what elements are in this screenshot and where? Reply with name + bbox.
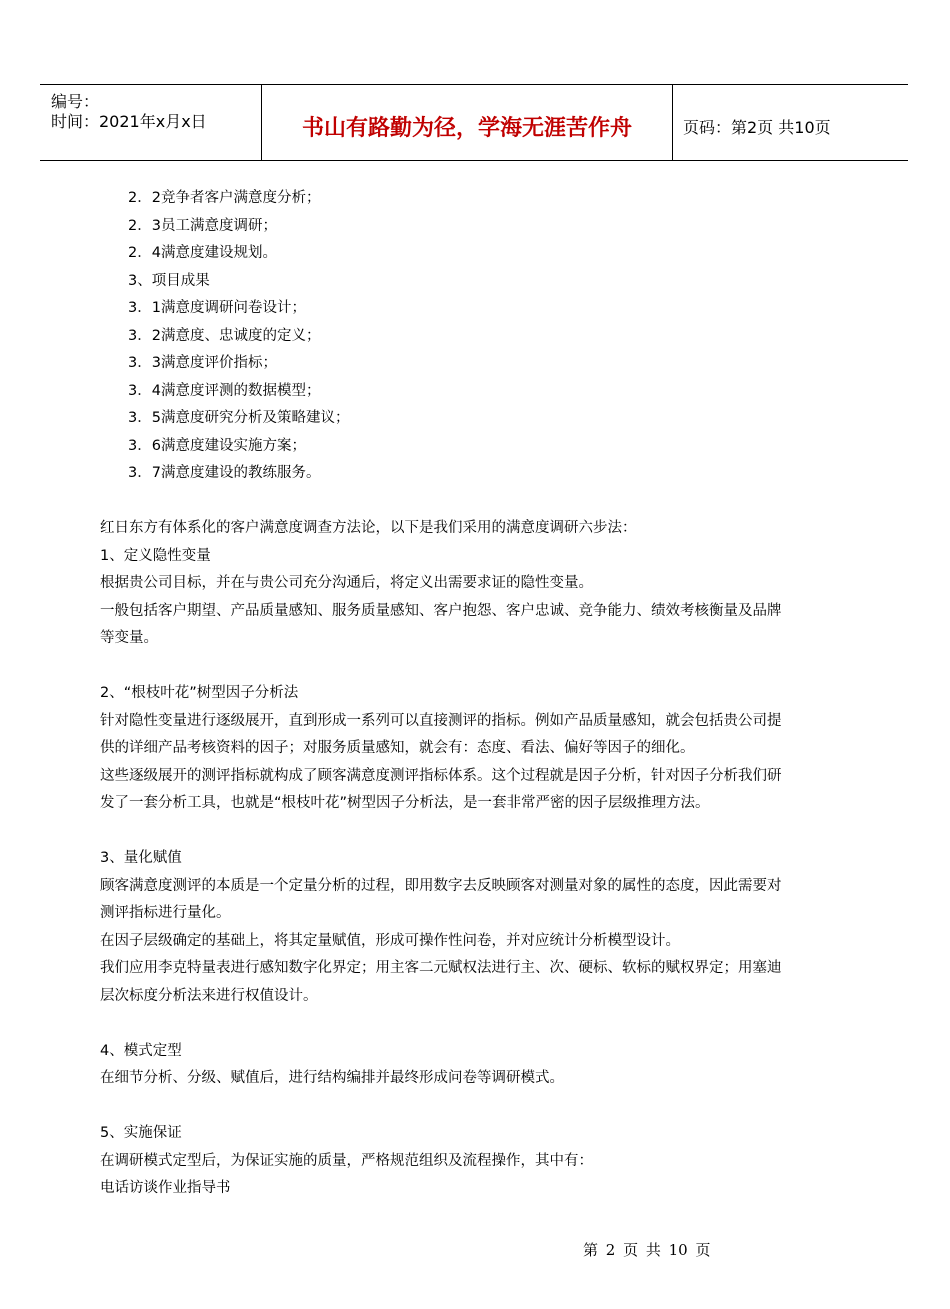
section-heading: 5、实施保证	[100, 1125, 182, 1141]
section-heading: 1、定义隐性变量	[100, 547, 211, 564]
paragraph-line: 根据贵公司目标，并在与贵公司充分沟通后，将定义出需要求证的隐性变量。	[100, 575, 593, 591]
list-item: 2．4满意度建设规划。	[128, 245, 277, 261]
document-body	[100, 185, 860, 1203]
paragraph-line: 在调研模式定型后，为保证实施的质量，严格规范组织及流程操作，其中有：	[100, 1152, 593, 1169]
header-motto: 书山有路勤为径，学海无涯苦作舟	[301, 116, 632, 141]
page-footer-number: 第 2 页 共 10 页	[583, 1241, 711, 1259]
header-info-cell	[40, 85, 262, 160]
paragraph-line: 发了一套分析工具，也就是“根枝叶花”树型因子分析法，是一套非常严密的因子层级推理方法。	[100, 795, 710, 811]
paragraph-line: 测评指标进行量化。	[100, 905, 231, 921]
list-item: 3．7满意度建设的教练服务。	[128, 465, 321, 481]
paragraph-line: 针对隐性变量进行逐级展开，直到形成一系列可以直接测评的指标。例如产品质量感知，就会包括贵公司提	[100, 712, 782, 729]
page-header	[40, 84, 908, 161]
paragraph-line: 这些逐级展开的测评指标就构成了顾客满意度测评指标体系。这个过程就是因子分析，针对因子分析我们研	[100, 767, 782, 784]
paragraph-line: 在细节分析、分级、赋值后，进行结构编排并最终形成问卷等调研模式。	[100, 1070, 564, 1086]
spacer	[100, 653, 860, 681]
paragraph-line: 电话访谈作业指导书	[100, 1180, 231, 1196]
list-item: 3．5满意度研究分析及策略建议；	[128, 410, 350, 426]
list-item: 2．3员工满意度调研；	[128, 217, 277, 234]
header-page-info: 页码：第2页 共10页	[683, 118, 831, 137]
paragraph-line: 在因子层级确定的基础上，将其定量赋值，形成可操作性问卷，并对应统计分析模型设计。	[100, 932, 680, 949]
section-heading: 2、“根枝叶花”树型因子分析法	[100, 685, 299, 701]
serial-number-label: 编号：	[51, 92, 100, 111]
header-motto-cell	[262, 85, 673, 160]
intro-paragraph: 红日东方有体系化的客户满意度调查方法论，以下是我们采用的满意度调研六步法：	[100, 520, 637, 536]
spacer	[100, 818, 860, 846]
date-label: 时间：2021年x月x日	[51, 112, 207, 131]
paragraph-line: 等变量。	[100, 630, 158, 646]
section-heading: 4、模式定型	[100, 1042, 182, 1059]
list-item: 2．2竞争者客户满意度分析；	[128, 190, 321, 206]
paragraph-line: 层次标度分析法来进行权值设计。	[100, 987, 318, 1004]
paragraph-line: 一般包括客户期望、产品质量感知、服务质量感知、客户抱怨、客户忠诚、竞争能力、绩效考核衡量及品牌	[100, 602, 782, 619]
paragraph-line: 供的详细产品考核资料的因子；对服务质量感知，就会有：态度、看法、偏好等因子的细化。	[100, 740, 695, 756]
section-heading: 3、量化赋值	[100, 850, 182, 866]
spacer	[100, 488, 860, 516]
paragraph-line: 顾客满意度测评的本质是一个定量分析的过程，即用数字去反映顾客对测量对象的属性的态度，因此需要对	[100, 877, 782, 894]
spacer	[100, 1010, 860, 1038]
spacer	[100, 1093, 860, 1121]
list-item: 3．3满意度评价指标；	[128, 355, 277, 371]
list-item: 3、项目成果	[128, 272, 210, 289]
list-item: 3．2满意度、忠诚度的定义；	[128, 327, 321, 344]
paragraph-line: 我们应用李克特量表进行感知数字化界定；用主客二元赋权法进行主、次、硬标、软标的赋权界定；用塞迪	[100, 960, 782, 976]
header-page-cell	[673, 85, 908, 160]
list-item: 3．1满意度调研问卷设计；	[128, 300, 306, 316]
list-item: 3．6满意度建设实施方案；	[128, 437, 306, 454]
list-item: 3．4满意度评测的数据模型；	[128, 382, 321, 399]
